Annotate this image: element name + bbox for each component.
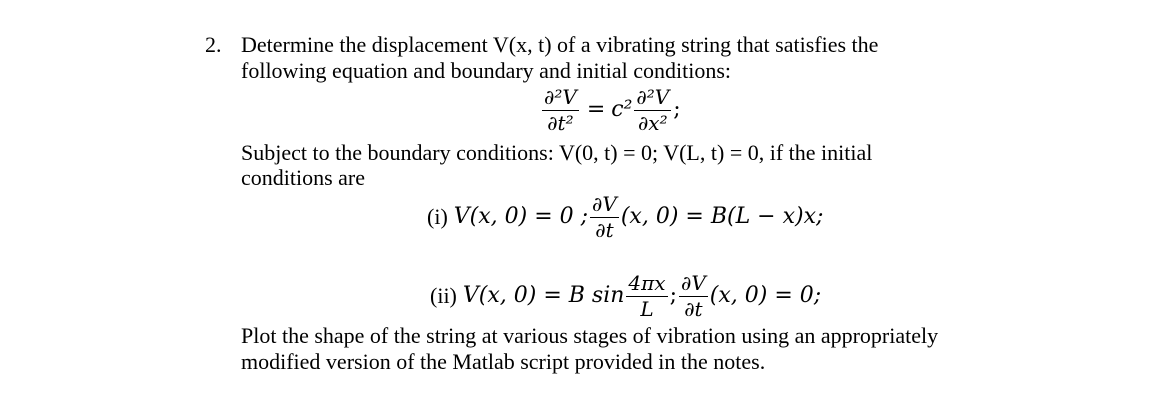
case-i-part1: V(x, 0) = 0 ;	[453, 204, 589, 229]
case-ii-sin-denominator: L	[640, 297, 654, 321]
case-ii-part2: (x, 0) = 0;	[709, 283, 822, 308]
case-ii-derivative	[679, 272, 708, 320]
boundary-line-1: Subject to the boundary conditions: V(0, t) = 0; V(L, t) = 0, if the initial	[241, 140, 873, 165]
case-i-deriv-numerator: ∂V	[592, 192, 617, 216]
closing-line-1: Plot the shape of the string at various stages of vibration using an appropriately	[241, 323, 939, 348]
case-i-label: (i)	[427, 204, 448, 229]
pde-terminator: ;	[673, 97, 681, 122]
initial-condition-ii	[430, 272, 821, 320]
case-ii-deriv-numerator: ∂V	[681, 271, 706, 295]
lhs-denominator: ∂t²	[547, 111, 574, 135]
wave-equation	[540, 86, 681, 134]
intro-line-2: following equation and boundary and initial conditions:	[241, 58, 732, 83]
question-number: 2.	[205, 32, 222, 57]
pde-equals: =	[586, 97, 606, 122]
case-ii-label: (ii)	[430, 283, 457, 308]
intro-line-1: Determine the displacement V(x, t) of a vibrating string that satisfies the	[241, 32, 879, 57]
case-i-part2: (x, 0) = B(L − x)x;	[620, 204, 824, 229]
case-i-derivative	[590, 193, 619, 241]
closing-line-2: modified version of the Matlab script provided in the notes.	[241, 349, 766, 374]
lhs-fraction	[542, 86, 579, 134]
case-i-deriv-denominator: ∂t	[595, 218, 614, 242]
case-ii-separator: ;	[669, 283, 677, 308]
rhs-numerator: ∂²V	[636, 85, 670, 109]
rhs-fraction	[634, 86, 671, 134]
lhs-numerator: ∂²V	[544, 85, 577, 109]
initial-condition-i	[427, 193, 823, 241]
case-ii-sin-fraction	[626, 272, 667, 320]
case-ii-sin-numerator: 4πx	[628, 271, 666, 295]
case-ii-deriv-denominator: ∂t	[684, 297, 703, 321]
pde-coefficient: c²	[611, 97, 633, 122]
case-ii-part1: V(x, 0) = B sin	[462, 283, 625, 308]
boundary-line-2: conditions are	[241, 165, 366, 190]
rhs-denominator: ∂x²	[637, 111, 668, 135]
